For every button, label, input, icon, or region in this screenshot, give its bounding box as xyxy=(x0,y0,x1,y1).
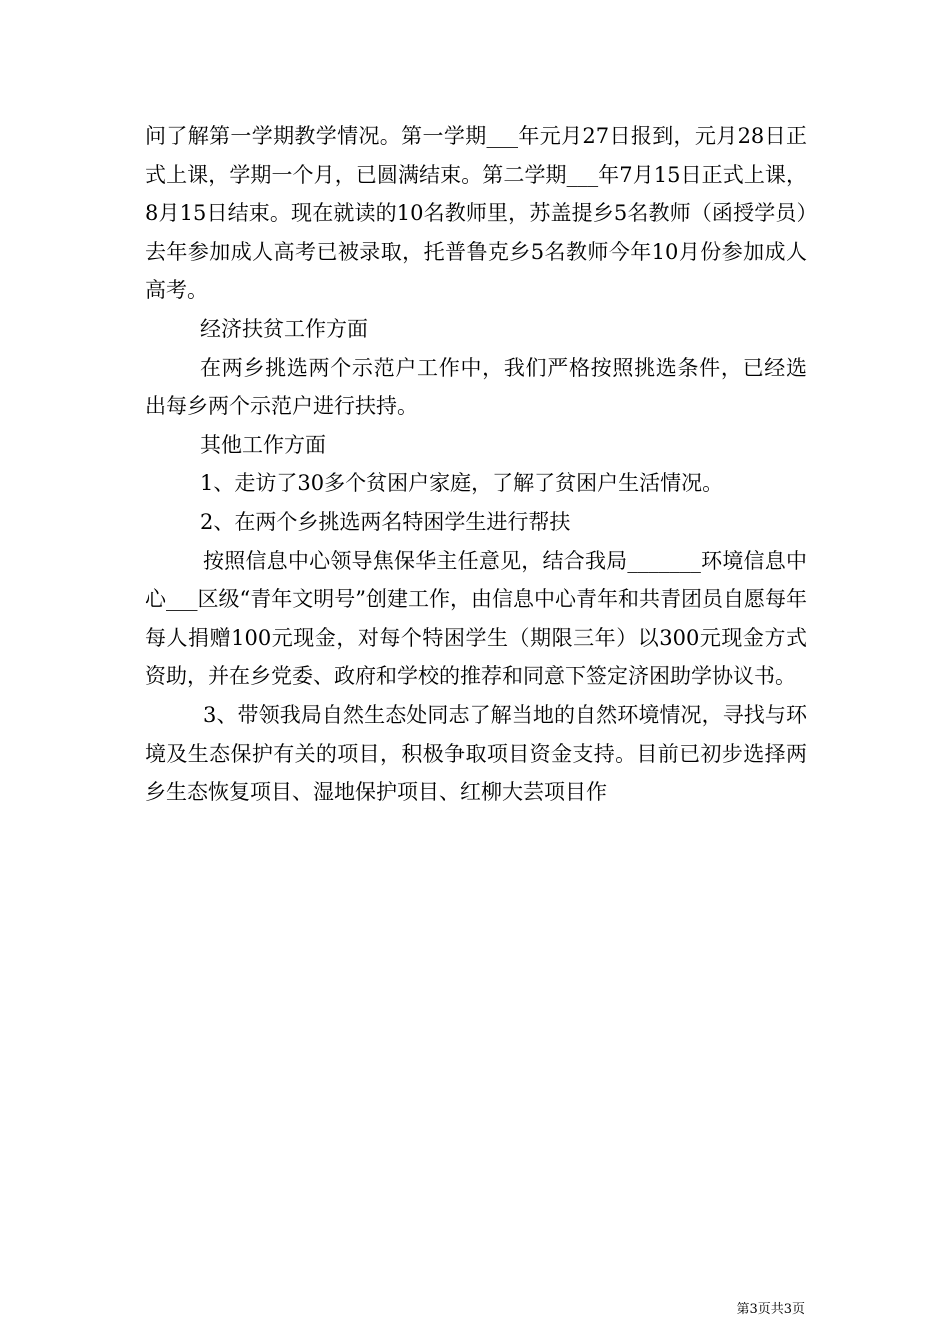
section-heading-other-work: 其他工作方面 xyxy=(200,432,326,457)
paragraph-donation-plan: 按照信息中心领导焦保华主任意见，结合我局_______环境信息中心___区级“青年文明号”创建工作，由信息中心青年和共青团员自愿每年每人捐赠100元现金，对每个特困学生（期限三年）以300元现金方式资助，并在乡党委、政府和学校的推荐和同意下签定济困助学协议书。 xyxy=(145,548,807,689)
paragraph-demonstration-households: 在两乡挑选两个示范户工作中，我们严格按照挑选条件，已经选出每乡两个示范户进行扶持。 xyxy=(145,355,807,419)
page-number: 第3页共3页 xyxy=(736,1302,805,1317)
list-item-ecology-projects: 3、带领我局自然生态处同志了解当地的自然环境情况，寻找与环境及生态保护有关的项目，积极争取项目资金支持。目前已初步选择两乡生态恢复项目、湿地保护项目、红柳大芸项目作 xyxy=(145,702,807,805)
document-body xyxy=(145,117,807,812)
list-item-visited-households: 1、走访了30多个贫困户家庭，了解了贫困户生活情况。 xyxy=(200,471,724,496)
list-item-students-assistance: 2、在两个乡挑选两名特困学生进行帮扶 xyxy=(200,509,571,534)
paragraph-teaching-status: 问了解第一学期教学情况。第一学期___年元月27日报到，元月28日正式上课，学期一个月，已圆满结束。第二学期___年7月15日正式上课，8月15日结束。现在就读的10名教师里，苏盖提乡5名教师（函授学员）去年参加成人高考已被录取，托普鲁克乡5名教师今年10月份参加成人高考。 xyxy=(145,124,807,303)
section-heading-economic-poverty-relief: 经济扶贫工作方面 xyxy=(200,316,368,341)
